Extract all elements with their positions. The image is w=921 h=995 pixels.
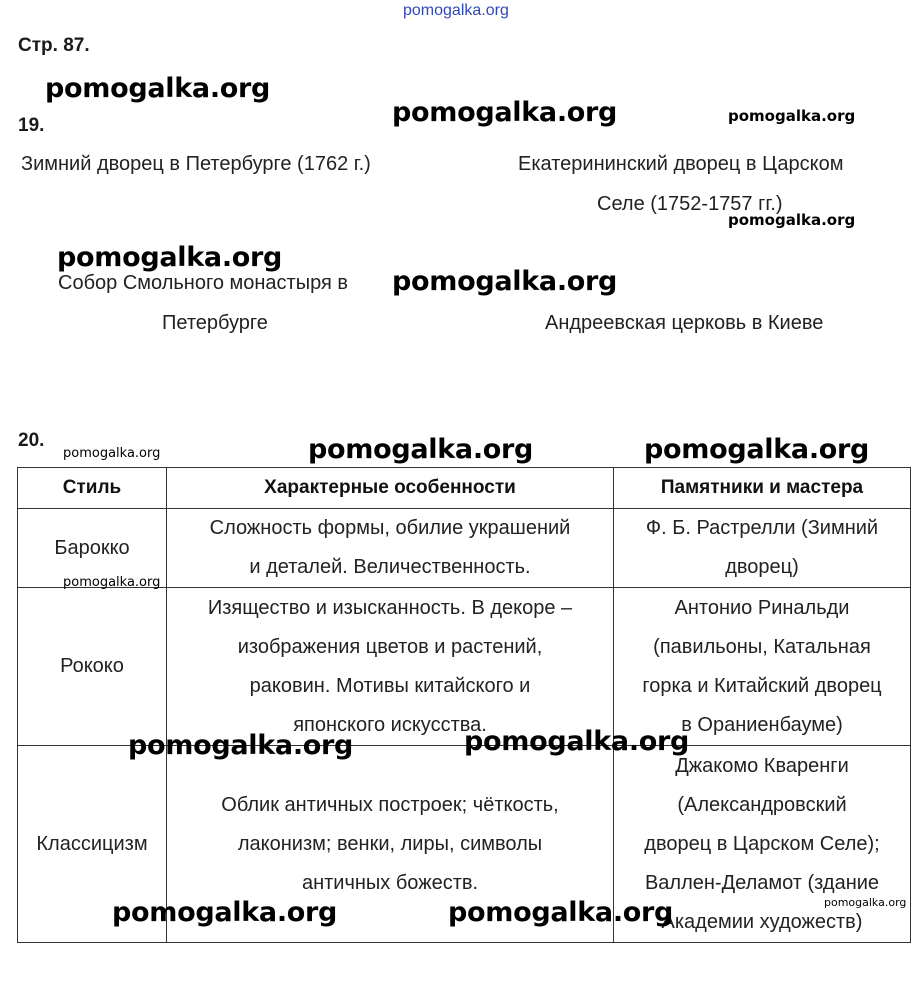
features-line: раковин. Мотивы китайского и (249, 674, 531, 697)
features-line: изображения цветов и растений, (237, 635, 543, 658)
task-19-item-2-line-1: Екатерининский дворец в Царском (518, 153, 844, 175)
monuments-line: горка и Китайский дворец (642, 674, 882, 697)
features-cell (167, 588, 614, 746)
monuments-line: Ф. Б. Растрелли (Зимний (645, 517, 879, 539)
watermark: pomogalka.org (45, 73, 271, 104)
task-20-number: 20. (18, 430, 45, 451)
task-19-item-2-line-2: Селе (1752-1757 гг.) (597, 193, 783, 215)
monuments-line: Академии художеств) (661, 910, 863, 933)
features-line: античных божеств. (301, 871, 479, 894)
task-19-number: 19. (18, 115, 45, 136)
style-cell: Рококо (18, 588, 167, 746)
watermark: pomogalka.org (824, 896, 907, 909)
monuments-line: дворец) (725, 556, 799, 578)
monuments-line: Джакомо Кваренги (675, 754, 849, 777)
header-monuments: Памятники и мастера (614, 468, 911, 509)
watermark: pomogalka.org (644, 434, 870, 465)
task-19-item-4: Андреевская церковь в Киеве (545, 312, 824, 334)
watermark: pomogalka.org (63, 575, 161, 590)
watermark: pomogalka.org (448, 897, 674, 928)
monuments-line: Антонио Ринальди (674, 596, 850, 619)
style-cell: Барокко (18, 509, 167, 588)
watermark: pomogalka.org (57, 242, 283, 273)
features-line: Изящество и изысканность. В декоре – (207, 596, 573, 619)
features-line: Сложность формы, обилие украшений (209, 517, 571, 539)
features-line: Облик античных построек; чёткость, (221, 793, 559, 816)
header-style: Стиль (18, 468, 167, 509)
task-19-item-3-line-2: Петербурге (162, 312, 268, 334)
watermark: pomogalka.org (464, 726, 690, 757)
watermark: pomogalka.org (728, 211, 856, 229)
monuments-line: (Александровский (677, 793, 847, 816)
table-header-row (18, 468, 911, 509)
watermark: pomogalka.org (128, 730, 354, 761)
top-watermark: pomogalka.org (403, 2, 509, 19)
monuments-line: Валлен-Деламот (здание (644, 871, 880, 894)
watermark: pomogalka.org (392, 266, 618, 297)
watermark: pomogalka.org (308, 434, 534, 465)
header-features: Характерные особенности (167, 468, 614, 509)
task-19-item-3-line-1: Собор Смольного монастыря в (58, 272, 348, 294)
features-line: лаконизм; венки, лиры, символы (237, 832, 543, 855)
watermark: pomogalka.org (63, 446, 161, 461)
page-label: Стр. 87. (18, 35, 90, 56)
features-line: японского искусства. (293, 713, 487, 736)
monuments-line: (павильоны, Катальная (653, 635, 871, 658)
task-19-item-1: Зимний дворец в Петербурге (1762 г.) (21, 153, 371, 175)
watermark: pomogalka.org (728, 107, 856, 125)
art-styles-table (17, 467, 911, 943)
monuments-cell (614, 588, 911, 746)
features-line: и деталей. Величественность. (249, 556, 531, 578)
features-cell (167, 509, 614, 588)
watermark: pomogalka.org (112, 897, 338, 928)
monuments-cell (614, 509, 911, 588)
watermark: pomogalka.org (392, 97, 618, 128)
style-cell: Классицизм (18, 746, 167, 943)
table-row (18, 588, 911, 746)
monuments-line: дворец в Царском Селе); (644, 832, 880, 855)
monuments-line: в Ораниенбауме) (681, 713, 843, 736)
